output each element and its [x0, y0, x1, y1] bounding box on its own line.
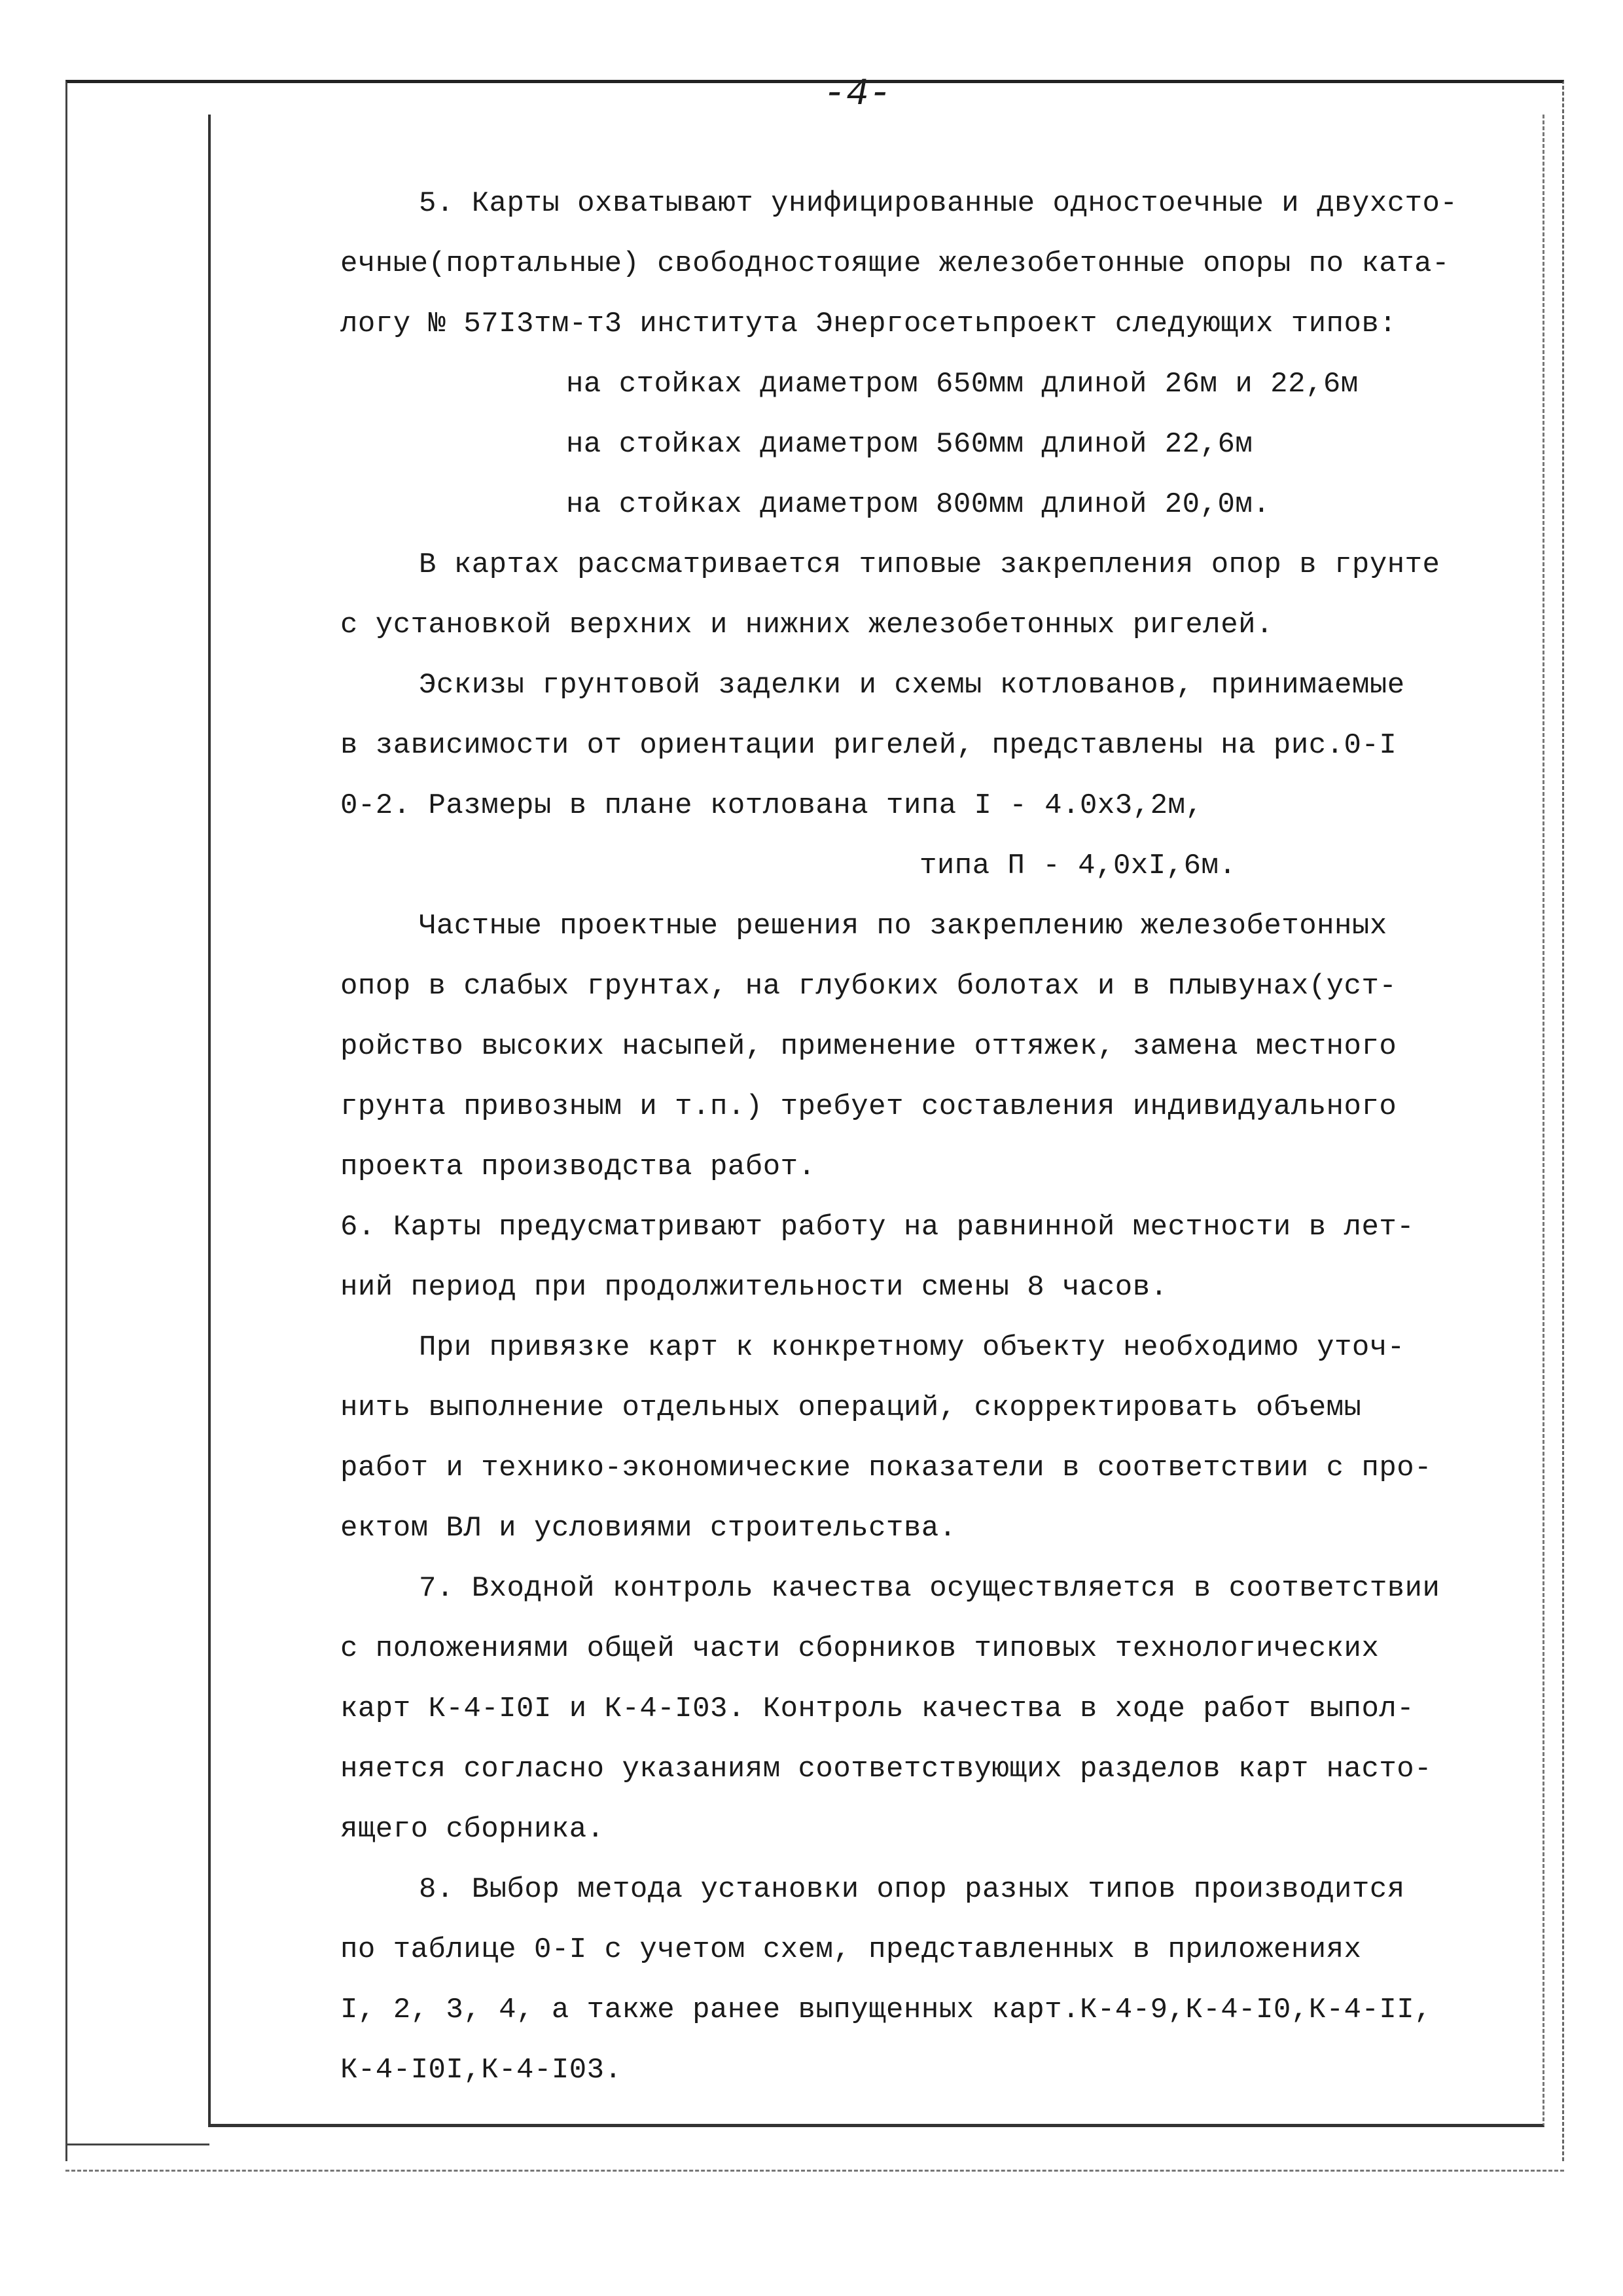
text-line: по таблице 0-I с учетом схем, представленных в приложениях — [340, 1933, 1362, 1966]
text-line: ектом ВЛ и условиями строительства. — [340, 1512, 957, 1545]
text-line: с установкой верхних и нижних железобетонных ригелей. — [340, 609, 1274, 641]
text-line: ящего сборника. — [340, 1813, 605, 1846]
text-line: проекта производства работ. — [340, 1151, 816, 1183]
text-line: 8. Выбор метода установки опор разных типов производится — [419, 1873, 1405, 1906]
text-line: типа П - 4,0хI,6м. — [919, 850, 1237, 882]
text-line: на стойках диаметром 560мм длиной 22,6м — [566, 428, 1253, 461]
text-line: логу № 57I3тм-т3 института Энергосетьпроект следующих типов: — [340, 308, 1397, 340]
bottom-dashed-line — [65, 2170, 1564, 2172]
text-line: с положениями общей части сборников типовых технологических — [340, 1632, 1380, 1665]
text-line: карт К-4-I0I и К-4-I03. Контроль качества в ходе работ выпол- — [340, 1693, 1415, 1725]
text-line: ройство высоких насыпей, применение оттяжек, замена местного — [340, 1030, 1397, 1063]
text-line: 0-2. Размеры в плане котлована типа I - 4.0х3,2м, — [340, 789, 1204, 822]
text-line: на стойках диаметром 650мм длиной 26м и 22,6м — [566, 368, 1359, 401]
text-line: ечные(портальные) свободностоящие железобетонные опоры по ката- — [340, 247, 1450, 280]
text-line: в зависимости от ориентации ригелей, представлены на рис.0-I — [340, 729, 1397, 762]
text-line: няется согласно указаниям соответствующих разделов карт насто- — [340, 1753, 1433, 1785]
page-number: -4- — [823, 73, 892, 116]
text-line: ний период при продолжительности смены 8 часов. — [340, 1271, 1168, 1304]
body-text — [340, 173, 1525, 2100]
text-line: опор в слабых грунтах, на глубоких болотах и в плывунах(уст- — [340, 970, 1397, 1003]
text-line: на стойках диаметром 800мм длиной 20,0м. — [566, 488, 1271, 521]
text-line: Частные проектные решения по закреплению железобетонных — [419, 910, 1387, 942]
text-line: 7. Входной контроль качества осуществляется в соответствии — [419, 1572, 1440, 1605]
text-line: При привязке карт к конкретному объекту необходимо уточ- — [419, 1331, 1405, 1364]
bottom-frame-line — [65, 2144, 209, 2145]
text-line: 6. Карты предусматривают работу на равнинной местности в лет- — [340, 1211, 1415, 1244]
text-line: Эскизы грунтовой заделки и схемы котлованов, принимаемые — [419, 669, 1405, 702]
text-line: работ и технико-экономические показатели в соответствии с про- — [340, 1452, 1433, 1484]
text-line: В картах рассматривается типовые закрепления опор в грунте — [419, 548, 1440, 581]
text-line: грунта привозным и т.п.) требует составления индивидуального — [340, 1090, 1397, 1123]
text-line: К-4-I0I,К-4-I03. — [340, 2054, 622, 2087]
text-line: 5. Карты охватывают унифицированные одностоечные и двухсто- — [419, 187, 1458, 220]
text-line: нить выполнение отдельных операций, скорректировать объемы — [340, 1391, 1362, 1424]
text-line: I, 2, 3, 4, а также ранее выпущенных карт.К-4-9,К-4-I0,К-4-II, — [340, 1994, 1433, 2026]
